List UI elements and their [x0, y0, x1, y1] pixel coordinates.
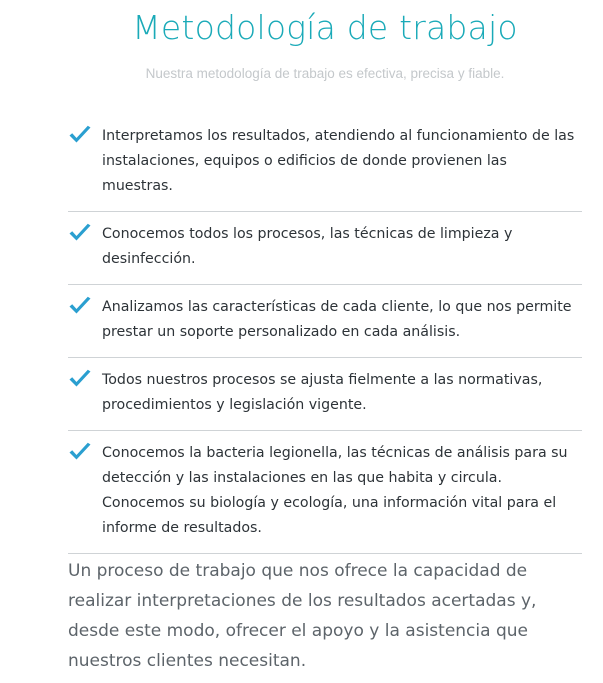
check-icon [68, 125, 92, 145]
checklist-item-text: Conocemos la bacteria legionella, las técnicas de análisis para su detección y las instalaciones en las que habita y circula. Conocemos su biología y ecología, una información vital para el informe de resultados. [102, 445, 568, 536]
checklist-item [68, 431, 582, 554]
checklist-item [68, 212, 582, 285]
check-icon [68, 442, 92, 462]
checklist-item [68, 285, 582, 358]
methodology-checklist [68, 114, 582, 554]
checklist-item [68, 358, 582, 431]
closing-paragraph: Un proceso de trabajo que nos ofrece la capacidad de realizar interpretaciones de los resultados acertadas y, desde este modo, ofrecer el apoyo y la asistencia que nuestros clientes necesitan. [68, 561, 537, 671]
checklist-item [68, 114, 582, 212]
check-icon [68, 369, 92, 389]
section-subtitle: Nuestra metodología de trabajo es efectiva, precisa y fiable. [145, 66, 505, 81]
check-icon [68, 296, 92, 316]
checklist-item-text: Interpretamos los resultados, atendiendo al funcionamiento de las instalaciones, equipos o edificios de donde provienen las muestras. [102, 128, 575, 194]
section-title: Metodología de trabajo [132, 8, 518, 47]
checklist-item-text: Conocemos todos los procesos, las técnicas de limpieza y desinfección. [102, 226, 513, 267]
checklist-item-text: Todos nuestros procesos se ajusta fielmente a las normativas, procedimientos y legislación vigente. [102, 372, 543, 413]
check-icon [68, 223, 92, 243]
checklist-item-text: Analizamos las características de cada cliente, lo que nos permite prestar un soporte personalizado en cada análisis. [102, 299, 572, 340]
